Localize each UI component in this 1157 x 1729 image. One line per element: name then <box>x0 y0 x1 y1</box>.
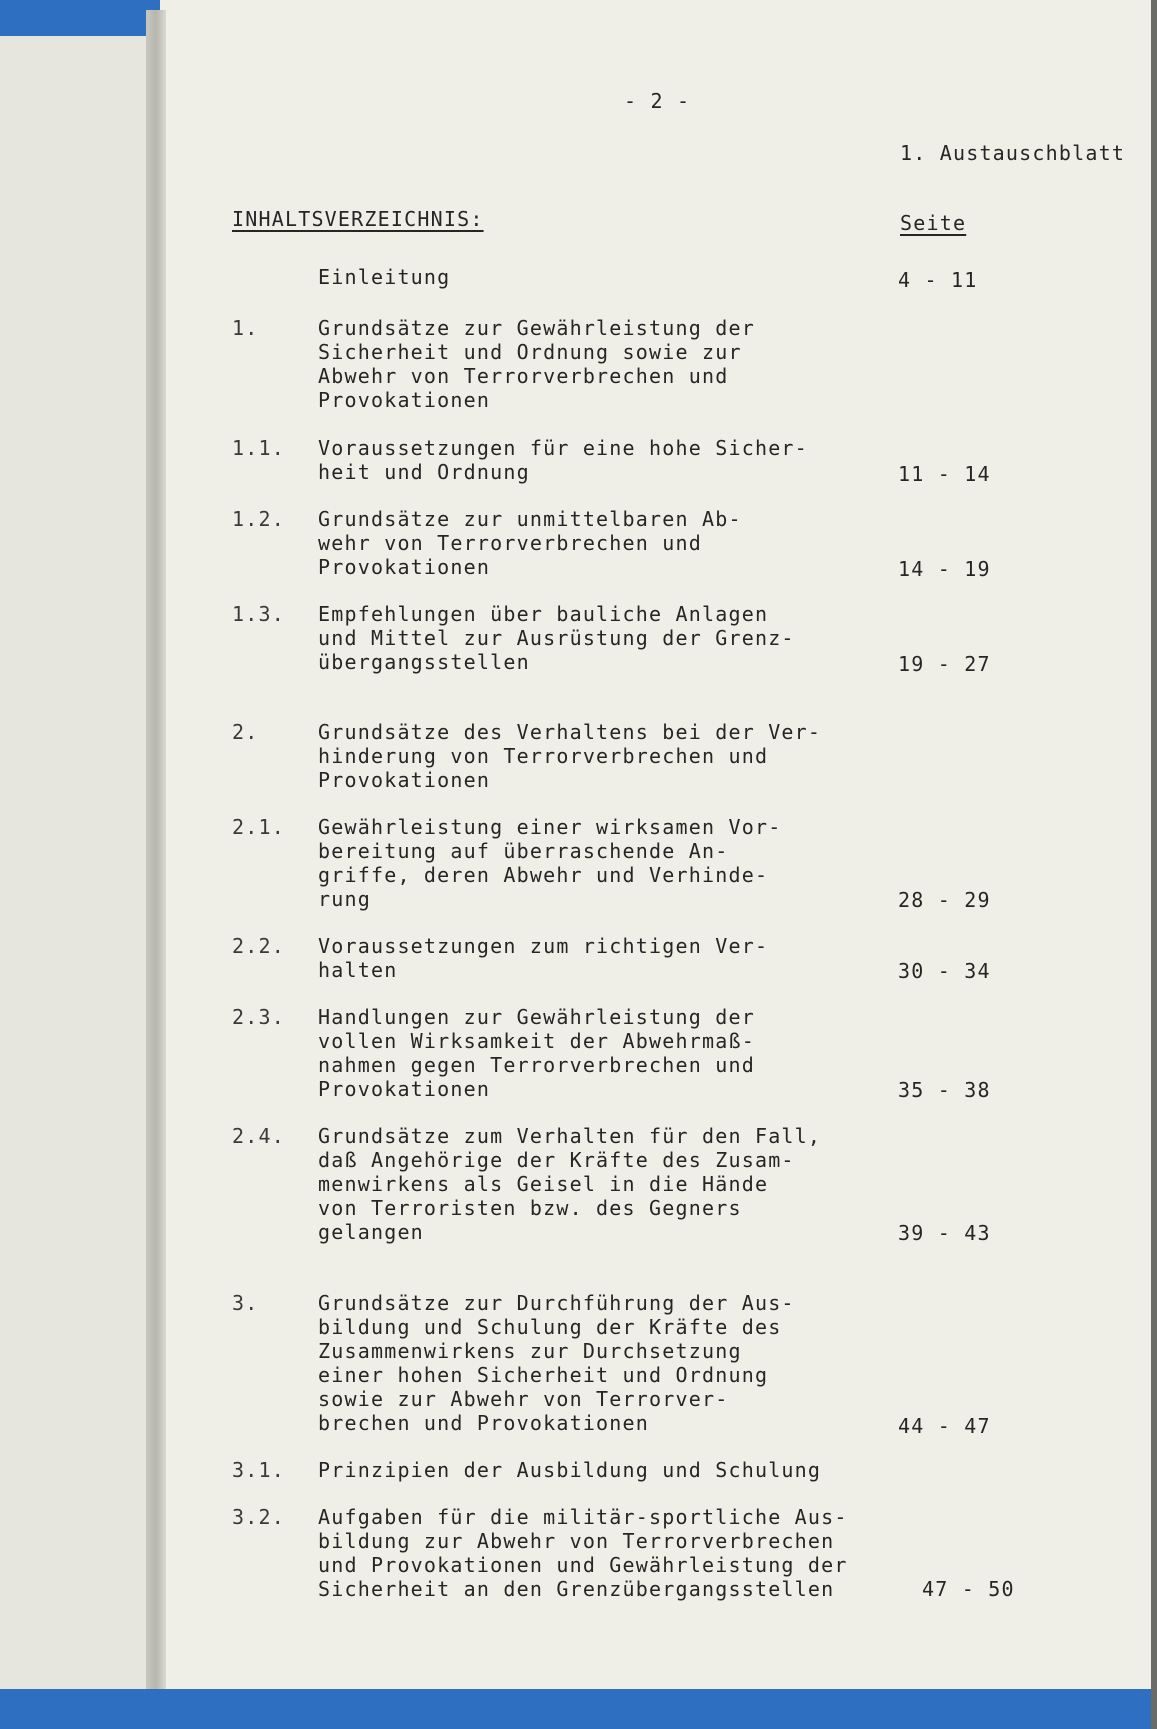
toc-entry-pages: 11 - 14 <box>898 462 991 486</box>
toc-entry-number: 1.2. <box>232 507 285 531</box>
toc-entry-line: Einleitung <box>318 265 451 289</box>
toc-entry-pages: 44 - 47 <box>898 1414 991 1438</box>
toc-entry-line: vollen Wirksamkeit der Abwehrmaß- <box>318 1029 755 1053</box>
toc-entry-line: Grundsätze zur unmittelbaren Ab- <box>318 507 742 531</box>
toc-entry-number: 1.3. <box>232 602 285 626</box>
toc-entry-line: Prinzipien der Ausbildung und Schulung <box>318 1458 822 1482</box>
toc-entry-pages: 19 - 27 <box>898 652 991 676</box>
toc-entry-pages: 14 - 19 <box>898 557 991 581</box>
toc-entry-line: Grundsätze zur Durchführung der Aus- <box>318 1291 795 1315</box>
toc-entry-line: Provokationen <box>318 555 491 579</box>
toc-entry-line: Sicherheit an den Grenzübergangsstellen <box>318 1577 835 1601</box>
toc-entry-line: Provokationen <box>318 768 491 792</box>
toc-entry-number: 2.3. <box>232 1005 285 1029</box>
toc-entry-number: 2. <box>232 720 259 744</box>
toc-entry-line: griffe, deren Abwehr und Verhinde- <box>318 863 769 887</box>
toc-entry-line: bildung und Schulung der Kräfte des <box>318 1315 782 1339</box>
toc-entry-pages: 30 - 34 <box>898 959 991 983</box>
toc-entry-number: 1. <box>232 316 259 340</box>
toc-entry-line: menwirkens als Geisel in die Hände <box>318 1172 769 1196</box>
toc-entry-line: sowie zur Abwehr von Terrorver- <box>318 1387 729 1411</box>
toc-entry-number: 2.4. <box>232 1124 285 1148</box>
toc-entry-number: 1.1. <box>232 436 285 460</box>
toc-entry-line: Zusammenwirkens zur Durchsetzung <box>318 1339 742 1363</box>
toc-entry-line: Grundsätze zum Verhalten für den Fall, <box>318 1124 822 1148</box>
toc-entry-line: Empfehlungen über bauliche Anlagen <box>318 602 769 626</box>
toc-entry-line: heit und Ordnung <box>318 460 530 484</box>
toc-entry-pages: 39 - 43 <box>898 1221 991 1245</box>
toc-entry-line: von Terroristen bzw. des Gegners <box>318 1196 742 1220</box>
exchange-sheet-note: 1. Austauschblatt <box>900 141 1126 165</box>
toc-entry-line: Provokationen <box>318 1077 491 1101</box>
toc-entry-line: bereitung auf überraschende An- <box>318 839 729 863</box>
toc-entry-line: gelangen <box>318 1220 424 1244</box>
toc-entry-line: und Provokationen und Gewährleistung der <box>318 1553 848 1577</box>
toc-entry-line: halten <box>318 958 398 982</box>
toc-entry-line: Grundsätze des Verhaltens bei der Ver- <box>318 720 822 744</box>
toc-entry-pages: 47 - 50 <box>922 1577 1015 1601</box>
toc-entry-line: bildung zur Abwehr von Terrorverbrechen <box>318 1529 835 1553</box>
toc-entry-line: brechen und Provokationen <box>318 1411 650 1435</box>
toc-entry-line: Grundsätze zur Gewährleistung der <box>318 316 755 340</box>
toc-entry-line: Sicherheit und Ordnung sowie zur <box>318 340 742 364</box>
toc-entry-line: wehr von Terrorverbrechen und <box>318 531 702 555</box>
toc-entry-line: Voraussetzungen für eine hohe Sicher- <box>318 436 808 460</box>
toc-entry-number: 2.2. <box>232 934 285 958</box>
toc-entry-line: nahmen gegen Terrorverbrechen und <box>318 1053 755 1077</box>
toc-entry-line: und Mittel zur Ausrüstung der Grenz- <box>318 626 795 650</box>
toc-entry-number: 3.2. <box>232 1505 285 1529</box>
toc-entry-pages: 28 - 29 <box>898 888 991 912</box>
toc-entry-line: Handlungen zur Gewährleistung der <box>318 1005 755 1029</box>
page-number: - 2 - <box>624 89 691 113</box>
toc-entry-line: Abwehr von Terrorverbrechen und <box>318 364 729 388</box>
toc-entry-line: Gewährleistung einer wirksamen Vor- <box>318 815 782 839</box>
toc-entry-line: Provokationen <box>318 388 491 412</box>
toc-entry-pages: 35 - 38 <box>898 1078 991 1102</box>
toc-entry-line: Voraussetzungen zum richtigen Ver- <box>318 934 769 958</box>
toc-entry-pages: 4 - 11 <box>898 268 978 292</box>
toc-entry-line: Aufgaben für die militär-sportliche Aus- <box>318 1505 848 1529</box>
toc-heading: INHALTSVERZEICHNIS: <box>232 207 484 231</box>
toc-entry-number: 3.1. <box>232 1458 285 1482</box>
toc-entry-number: 3. <box>232 1291 259 1315</box>
toc-entry-line: daß Angehörige der Kräfte des Zusam- <box>318 1148 795 1172</box>
toc-entry-number: 2.1. <box>232 815 285 839</box>
pages-column-heading: Seite <box>900 211 967 235</box>
toc-entry-line: hinderung von Terrorverbrechen und <box>318 744 769 768</box>
toc-entry-line: einer hohen Sicherheit und Ordnung <box>318 1363 769 1387</box>
toc-entry-line: rung <box>318 887 371 911</box>
toc-entry-line: übergangsstellen <box>318 650 530 674</box>
